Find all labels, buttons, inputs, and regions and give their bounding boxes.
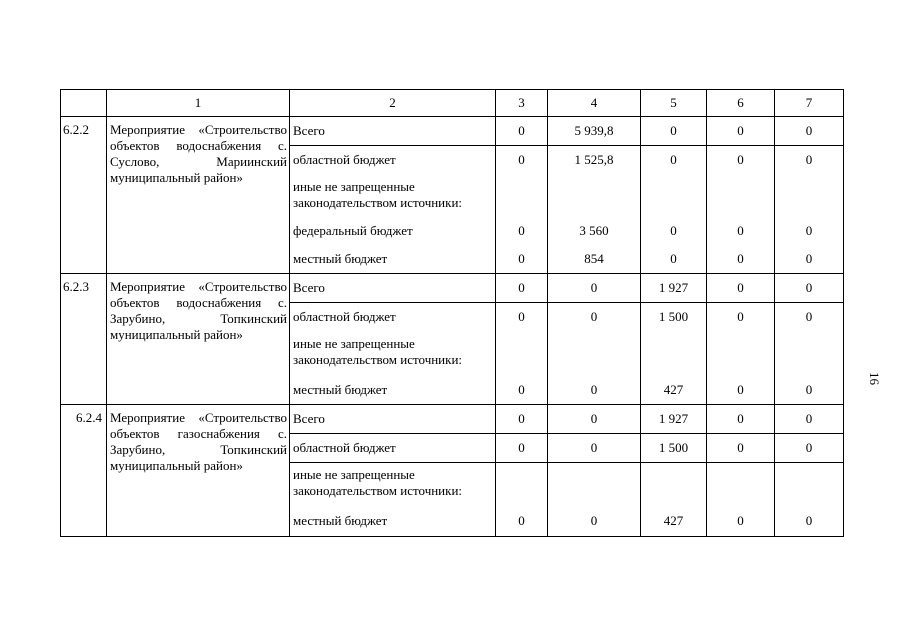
item-title: Мероприятие «Строительство объектов водоснабжения с. Суслово, Мариинский муниципальный район» [107, 117, 290, 274]
value-cell: 0 [496, 376, 548, 405]
table-row [61, 117, 844, 146]
value-cell: 0 [496, 217, 548, 246]
value-cell: 5 939,8 [548, 117, 641, 146]
value-cell: 1 927 [641, 405, 707, 434]
source-label: иные не запрещенные законодательством источники: [290, 175, 496, 217]
value-cell: 0 [496, 274, 548, 303]
value-cell: 0 [707, 507, 775, 537]
value-cell [641, 175, 707, 217]
item-title: Мероприятие «Строительство объектов водоснабжения с. Зарубино, Топкинский муниципальный район» [107, 274, 290, 405]
value-cell: 0 [775, 146, 844, 175]
header-cell [61, 90, 107, 117]
value-cell: 427 [641, 507, 707, 537]
item-code: 6.2.3 [61, 274, 107, 405]
item-code: 6.2.4 [61, 405, 107, 537]
value-cell: 0 [707, 274, 775, 303]
value-cell [496, 332, 548, 376]
value-cell: 0 [775, 507, 844, 537]
value-cell: 0 [548, 405, 641, 434]
value-cell: 0 [707, 217, 775, 246]
item-code: 6.2.2 [61, 117, 107, 274]
header-row [61, 90, 844, 117]
header-cell: 6 [707, 90, 775, 117]
value-cell: 0 [775, 274, 844, 303]
table-row [61, 274, 844, 303]
value-cell: 0 [707, 434, 775, 463]
header-cell: 1 [107, 90, 290, 117]
source-label: иные не запрещенные законодательством источники: [290, 463, 496, 507]
value-cell: 1 500 [641, 434, 707, 463]
value-cell: 0 [775, 434, 844, 463]
value-cell: 0 [775, 246, 844, 274]
header-cell: 5 [641, 90, 707, 117]
value-cell: 1 927 [641, 274, 707, 303]
source-label: областной бюджет [290, 434, 496, 463]
value-cell [641, 463, 707, 507]
header-cell: 3 [496, 90, 548, 117]
value-cell: 0 [707, 146, 775, 175]
value-cell: 0 [641, 117, 707, 146]
value-cell: 0 [548, 274, 641, 303]
value-cell: 0 [775, 217, 844, 246]
value-cell: 427 [641, 376, 707, 405]
value-cell: 0 [707, 246, 775, 274]
value-cell [707, 332, 775, 376]
item-title: Мероприятие «Строительство объектов газоснабжения с. Зарубино, Топкинский муниципальный район» [107, 405, 290, 537]
page-number: 16 [867, 372, 882, 385]
source-label: Всего [290, 405, 496, 434]
value-cell: 0 [548, 507, 641, 537]
source-label: федеральный бюджет [290, 217, 496, 246]
source-label: областной бюджет [290, 303, 496, 332]
value-cell [775, 463, 844, 507]
value-cell: 0 [707, 405, 775, 434]
value-cell: 0 [775, 117, 844, 146]
value-cell [641, 332, 707, 376]
value-cell [775, 332, 844, 376]
value-cell: 0 [548, 376, 641, 405]
value-cell: 0 [707, 376, 775, 405]
table-row [61, 405, 844, 434]
value-cell: 0 [707, 303, 775, 332]
source-label: Всего [290, 117, 496, 146]
source-label: местный бюджет [290, 507, 496, 537]
value-cell: 1 500 [641, 303, 707, 332]
value-cell: 0 [775, 303, 844, 332]
value-cell: 854 [548, 246, 641, 274]
header-cell: 7 [775, 90, 844, 117]
value-cell [775, 175, 844, 217]
value-cell: 3 560 [548, 217, 641, 246]
value-cell: 0 [496, 146, 548, 175]
source-label: местный бюджет [290, 246, 496, 274]
value-cell [548, 175, 641, 217]
value-cell [548, 463, 641, 507]
source-label: местный бюджет [290, 376, 496, 405]
value-cell [707, 463, 775, 507]
value-cell: 0 [496, 117, 548, 146]
value-cell: 0 [641, 217, 707, 246]
source-label: областной бюджет [290, 146, 496, 175]
value-cell: 0 [641, 146, 707, 175]
value-cell: 0 [641, 246, 707, 274]
header-cell: 4 [548, 90, 641, 117]
value-cell: 0 [548, 434, 641, 463]
value-cell: 0 [496, 303, 548, 332]
value-cell: 1 525,8 [548, 146, 641, 175]
value-cell [548, 332, 641, 376]
value-cell: 0 [496, 507, 548, 537]
value-cell: 0 [775, 405, 844, 434]
value-cell: 0 [775, 376, 844, 405]
value-cell [707, 175, 775, 217]
value-cell [496, 175, 548, 217]
value-cell: 0 [548, 303, 641, 332]
budget-table [60, 89, 844, 537]
value-cell: 0 [496, 405, 548, 434]
source-label: Всего [290, 274, 496, 303]
value-cell: 0 [707, 117, 775, 146]
value-cell: 0 [496, 434, 548, 463]
value-cell [496, 463, 548, 507]
header-cell: 2 [290, 90, 496, 117]
source-label: иные не запрещенные законодательством источники: [290, 332, 496, 376]
value-cell: 0 [496, 246, 548, 274]
